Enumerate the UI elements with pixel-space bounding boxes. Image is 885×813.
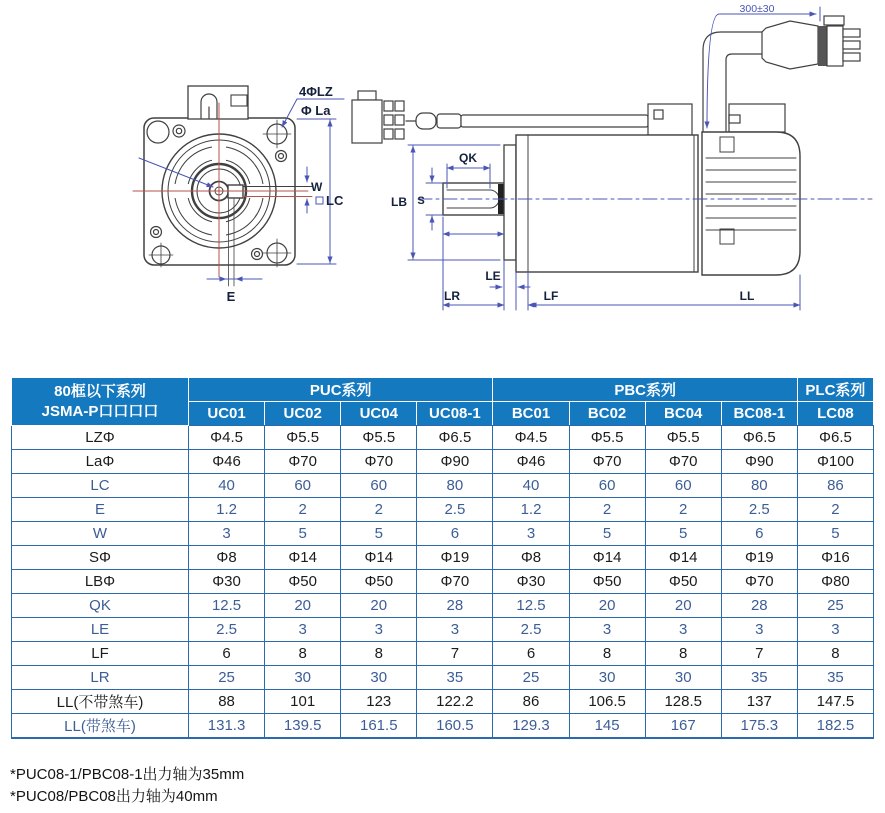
qk-label: QK bbox=[459, 151, 477, 165]
dimension-value: Φ19 bbox=[417, 546, 493, 570]
dimension-value: Φ14 bbox=[645, 546, 721, 570]
dimension-label: LR bbox=[12, 666, 189, 690]
dimension-value: Φ50 bbox=[341, 570, 417, 594]
side-view-drawing bbox=[352, 3, 872, 310]
dimension-value: 5 bbox=[265, 522, 341, 546]
table-row bbox=[12, 714, 874, 739]
dimension-value: 3 bbox=[189, 522, 265, 546]
square-symbol bbox=[316, 197, 323, 204]
dimension-label: W bbox=[12, 522, 189, 546]
dimension-value: 3 bbox=[645, 618, 721, 642]
dimension-value: Φ30 bbox=[189, 570, 265, 594]
table-row bbox=[12, 594, 874, 618]
dimension-value: Φ80 bbox=[797, 570, 873, 594]
front-flange bbox=[504, 145, 516, 260]
dimension-value: Φ8 bbox=[189, 546, 265, 570]
dimension-value: Φ70 bbox=[341, 450, 417, 474]
dimension-value: 7 bbox=[417, 642, 493, 666]
series-title-line2: JSMA-P口口口口 bbox=[41, 402, 159, 420]
dimension-value: 122.2 bbox=[417, 690, 493, 714]
table-row bbox=[12, 546, 874, 570]
dimension-value: 2 bbox=[797, 498, 873, 522]
dimension-value: 6 bbox=[721, 522, 797, 546]
encoder-cable bbox=[461, 115, 648, 127]
dimension-value: 3 bbox=[797, 618, 873, 642]
plug-housing bbox=[762, 21, 818, 69]
dimension-value: 28 bbox=[721, 594, 797, 618]
dimension-label: LC bbox=[12, 474, 189, 498]
dimension-value: 80 bbox=[721, 474, 797, 498]
model-header: UC02 bbox=[265, 402, 341, 426]
dimension-value: Φ70 bbox=[569, 450, 645, 474]
dimension-label: QK bbox=[12, 594, 189, 618]
dimension-value: 2.5 bbox=[493, 618, 569, 642]
plug-pin bbox=[843, 53, 860, 61]
dimension-value: Φ90 bbox=[721, 450, 797, 474]
table-row bbox=[12, 498, 874, 522]
dimension-value: 128.5 bbox=[645, 690, 721, 714]
dimension-value: 25 bbox=[189, 666, 265, 690]
dimension-value: Φ50 bbox=[645, 570, 721, 594]
dimension-spec-table bbox=[11, 377, 874, 739]
dimension-value: 86 bbox=[797, 474, 873, 498]
dimension-value: 137 bbox=[721, 690, 797, 714]
dimension-value: 3 bbox=[417, 618, 493, 642]
model-header: UC01 bbox=[189, 402, 265, 426]
dimension-value: 28 bbox=[417, 594, 493, 618]
group-header-plc: PLC系列 bbox=[797, 378, 873, 402]
dimension-value: 5 bbox=[341, 522, 417, 546]
dimension-value: Φ6.5 bbox=[417, 426, 493, 450]
dimension-label: LaΦ bbox=[12, 450, 189, 474]
dimension-value: Φ70 bbox=[265, 450, 341, 474]
dimension-value: 5 bbox=[797, 522, 873, 546]
group-header-pbc: PBC系列 bbox=[493, 378, 797, 402]
plug-pin bbox=[843, 29, 860, 37]
dimension-value: 160.5 bbox=[417, 714, 493, 739]
dimension-value: 3 bbox=[341, 618, 417, 642]
dimension-value: 129.3 bbox=[493, 714, 569, 739]
dimension-value: 167 bbox=[645, 714, 721, 739]
dimension-value: 86 bbox=[493, 690, 569, 714]
dimension-value: Φ5.5 bbox=[645, 426, 721, 450]
footnote-1: *PUC08-1/PBC08-1出力轴为35mm bbox=[10, 766, 245, 783]
dimension-value: Φ5.5 bbox=[341, 426, 417, 450]
dimension-value: Φ5.5 bbox=[569, 426, 645, 450]
dimension-value: 30 bbox=[645, 666, 721, 690]
dimension-value: 7 bbox=[721, 642, 797, 666]
dimension-value: 60 bbox=[645, 474, 721, 498]
table-row bbox=[12, 474, 874, 498]
dimension-value: 30 bbox=[265, 666, 341, 690]
dimension-value: 20 bbox=[265, 594, 341, 618]
dimension-value: 60 bbox=[265, 474, 341, 498]
dimension-label: E bbox=[12, 498, 189, 522]
dimension-label: LE bbox=[12, 618, 189, 642]
dimension-value: 80 bbox=[417, 474, 493, 498]
dimension-value: 8 bbox=[341, 642, 417, 666]
dimension-value: 8 bbox=[645, 642, 721, 666]
table-row bbox=[12, 522, 874, 546]
table-row bbox=[12, 426, 874, 450]
model-header: BC01 bbox=[493, 402, 569, 426]
dimension-value: 123 bbox=[341, 690, 417, 714]
dimension-value: 35 bbox=[721, 666, 797, 690]
dimension-value: Φ5.5 bbox=[265, 426, 341, 450]
dimension-value: Φ70 bbox=[721, 570, 797, 594]
dimension-value: 3 bbox=[265, 618, 341, 642]
dimension-value: 30 bbox=[341, 666, 417, 690]
w-label: W bbox=[311, 180, 323, 194]
dimension-value: 8 bbox=[265, 642, 341, 666]
table-row bbox=[12, 690, 874, 714]
front-connector bbox=[188, 86, 248, 119]
dimension-value: 2 bbox=[569, 498, 645, 522]
dimension-value: Φ19 bbox=[721, 546, 797, 570]
model-header: LC08 bbox=[797, 402, 873, 426]
lr-label: LR bbox=[444, 289, 460, 303]
junction-blocks bbox=[648, 104, 785, 135]
dimension-value: 40 bbox=[493, 474, 569, 498]
holes-label: 4ΦLZ bbox=[299, 84, 333, 99]
table-row bbox=[12, 642, 874, 666]
dimension-value: Φ16 bbox=[797, 546, 873, 570]
front-view-drawing bbox=[133, 84, 344, 304]
dimension-value: 88 bbox=[189, 690, 265, 714]
model-header: BC02 bbox=[569, 402, 645, 426]
spec-table-body bbox=[12, 426, 874, 739]
rear-cover bbox=[702, 132, 800, 275]
dimension-value: 60 bbox=[341, 474, 417, 498]
dimension-value: 25 bbox=[797, 594, 873, 618]
dimension-value: 145 bbox=[569, 714, 645, 739]
dimension-value: Φ50 bbox=[569, 570, 645, 594]
dimension-label: LL(不带煞车) bbox=[12, 690, 189, 714]
series-title-line1: 80框以下系列 bbox=[54, 383, 146, 400]
e-label: E bbox=[226, 289, 236, 304]
cable-length-label: 300±30 bbox=[739, 3, 775, 15]
dimension-value: 1.2 bbox=[493, 498, 569, 522]
dimension-value: Φ4.5 bbox=[189, 426, 265, 450]
dimension-value: Φ70 bbox=[417, 570, 493, 594]
dimension-value: Φ30 bbox=[493, 570, 569, 594]
dimension-value: 12.5 bbox=[493, 594, 569, 618]
table-row bbox=[12, 570, 874, 594]
dimension-label: LF bbox=[12, 642, 189, 666]
dimension-value: Φ100 bbox=[797, 450, 873, 474]
footnote-2: *PUC08/PBC08出力轴为40mm bbox=[10, 788, 218, 805]
dimension-value: Φ50 bbox=[265, 570, 341, 594]
dimension-value: 1.2 bbox=[189, 498, 265, 522]
dimension-value: Φ70 bbox=[645, 450, 721, 474]
dimension-value: 5 bbox=[645, 522, 721, 546]
dimension-value: Φ14 bbox=[265, 546, 341, 570]
dimension-value: 25 bbox=[493, 666, 569, 690]
dimension-value: 20 bbox=[569, 594, 645, 618]
dimension-value: 3 bbox=[493, 522, 569, 546]
dimension-value: Φ8 bbox=[493, 546, 569, 570]
dimension-value: 175.3 bbox=[721, 714, 797, 739]
model-header: BC04 bbox=[645, 402, 721, 426]
dimension-value: Φ6.5 bbox=[721, 426, 797, 450]
dimension-value: Φ14 bbox=[341, 546, 417, 570]
dimension-value: 40 bbox=[189, 474, 265, 498]
lc-label: LC bbox=[326, 193, 344, 208]
dimension-value: 2.5 bbox=[721, 498, 797, 522]
dimension-label: SΦ bbox=[12, 546, 189, 570]
dimension-value: 2.5 bbox=[417, 498, 493, 522]
la-label: Φ La bbox=[301, 103, 331, 118]
dimension-value: 2 bbox=[645, 498, 721, 522]
series-title bbox=[12, 378, 189, 426]
motor-dimension-drawing bbox=[0, 0, 885, 372]
dimension-value: 5 bbox=[569, 522, 645, 546]
dimension-value: 6 bbox=[417, 522, 493, 546]
dimension-value: 20 bbox=[645, 594, 721, 618]
table-row bbox=[12, 450, 874, 474]
dimension-value: 12.5 bbox=[189, 594, 265, 618]
dimension-value: 2.5 bbox=[189, 618, 265, 642]
dimension-value: Φ46 bbox=[493, 450, 569, 474]
dimension-value: 2 bbox=[341, 498, 417, 522]
dimension-value: 101 bbox=[265, 690, 341, 714]
dimension-label: LZΦ bbox=[12, 426, 189, 450]
dimension-value: Φ90 bbox=[417, 450, 493, 474]
lb-label: LB bbox=[391, 195, 407, 209]
dimension-value: 20 bbox=[341, 594, 417, 618]
dimension-value: 147.5 bbox=[797, 690, 873, 714]
dimension-value: 3 bbox=[721, 618, 797, 642]
dimension-value: 8 bbox=[569, 642, 645, 666]
model-header: UC08-1 bbox=[417, 402, 493, 426]
table-row bbox=[12, 618, 874, 642]
dimension-value: 3 bbox=[569, 618, 645, 642]
dimension-value: 6 bbox=[189, 642, 265, 666]
group-header-puc: PUC系列 bbox=[189, 378, 493, 402]
model-header: UC04 bbox=[341, 402, 417, 426]
ll-label: LL bbox=[739, 289, 755, 303]
dimension-value: 2 bbox=[265, 498, 341, 522]
dimension-value: 182.5 bbox=[797, 714, 873, 739]
table-row bbox=[12, 666, 874, 690]
dimension-value: Φ4.5 bbox=[493, 426, 569, 450]
dimension-value: Φ14 bbox=[569, 546, 645, 570]
dimension-value: 106.5 bbox=[569, 690, 645, 714]
footnotes bbox=[10, 764, 244, 808]
s-label: S bbox=[417, 195, 425, 207]
model-header: BC08-1 bbox=[721, 402, 797, 426]
group-header-row bbox=[12, 378, 874, 402]
motor-body bbox=[443, 132, 800, 275]
dimension-value: 35 bbox=[797, 666, 873, 690]
dimension-value: 161.5 bbox=[341, 714, 417, 739]
dimension-value: 30 bbox=[569, 666, 645, 690]
dimension-label: LL(带煞车) bbox=[12, 714, 189, 739]
plug-pin bbox=[843, 41, 860, 49]
dimension-value: 139.5 bbox=[265, 714, 341, 739]
dimension-value: Φ46 bbox=[189, 450, 265, 474]
le-label: LE bbox=[485, 269, 501, 283]
technical-drawings bbox=[0, 0, 885, 372]
dimension-value: 6 bbox=[493, 642, 569, 666]
dimension-value: 131.3 bbox=[189, 714, 265, 739]
dimension-label: LBΦ bbox=[12, 570, 189, 594]
dimension-value: Φ6.5 bbox=[797, 426, 873, 450]
dimension-value: 35 bbox=[417, 666, 493, 690]
lf-label: LF bbox=[543, 289, 559, 303]
dimension-value: 8 bbox=[797, 642, 873, 666]
dimension-value: 60 bbox=[569, 474, 645, 498]
